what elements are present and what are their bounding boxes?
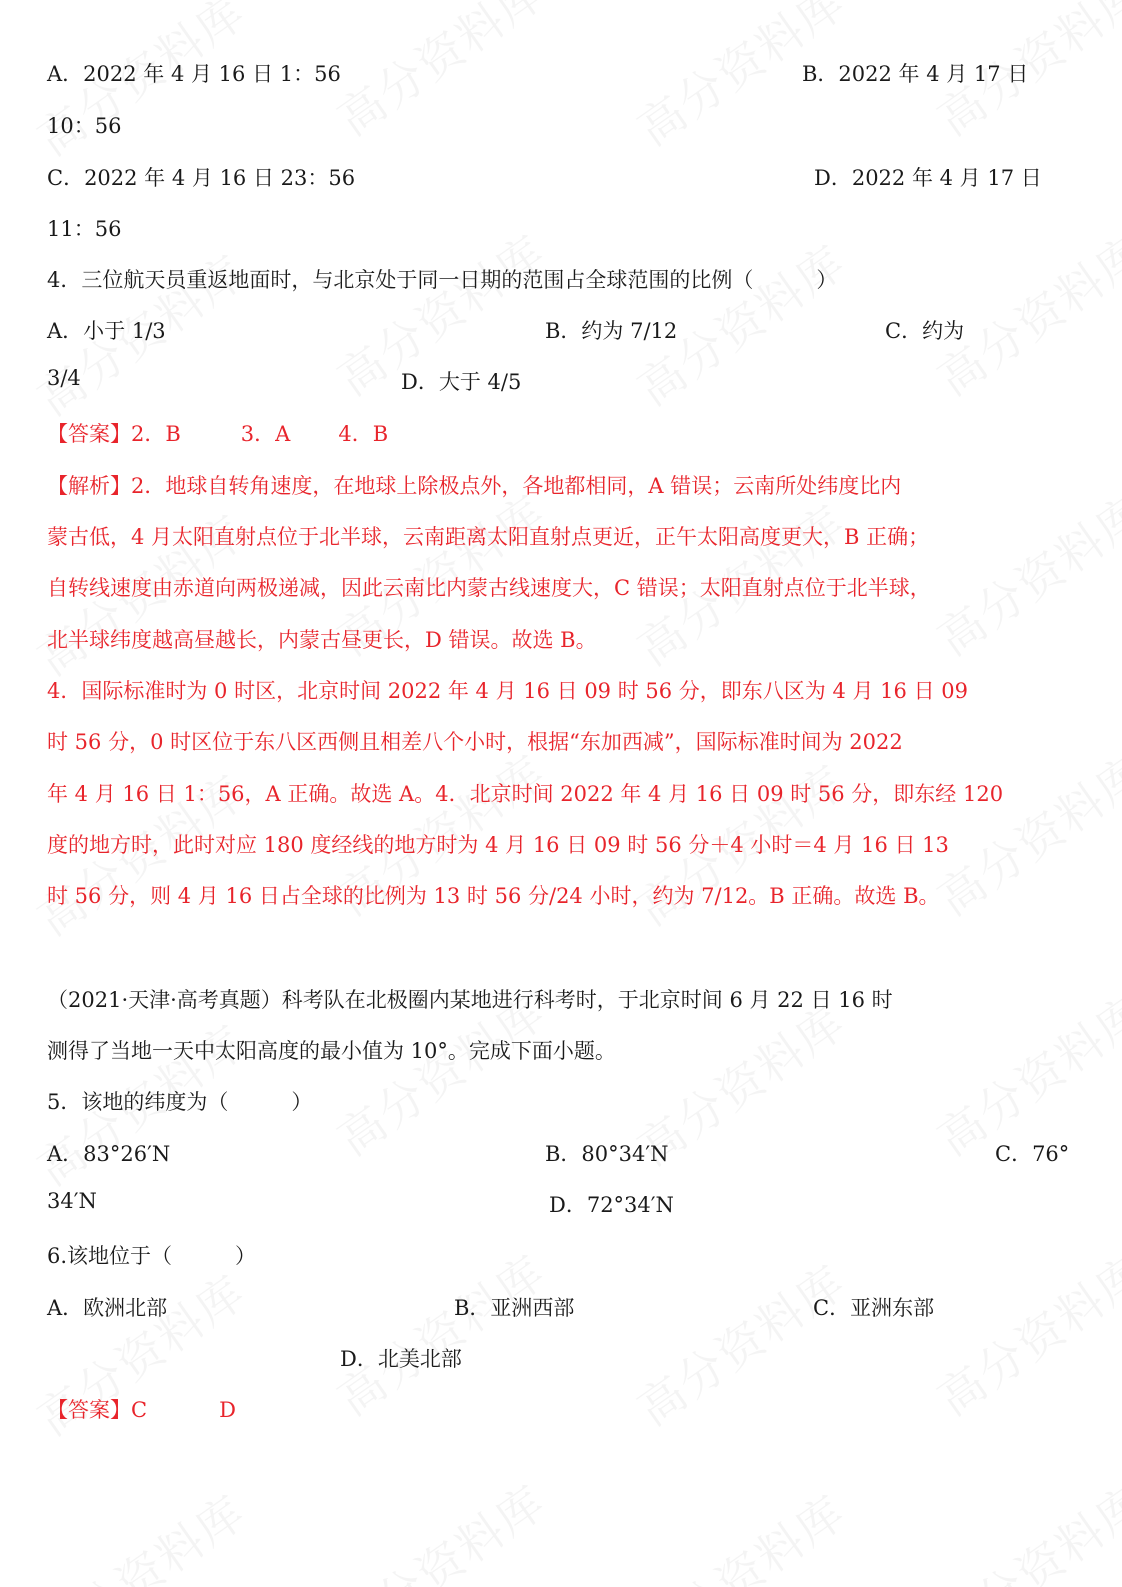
analysis-line: 北半球纬度越高昼越长，内蒙古昼更长，D 错误。故选 B。: [47, 628, 597, 652]
option-c-wrap: 34′N: [47, 1189, 97, 1213]
option-b: B．2022 年 4 月 17 日: [802, 62, 1029, 86]
option-d: D．72°34′N: [549, 1193, 674, 1217]
option-d: D．大于 4/5: [401, 370, 522, 394]
option-b: B．亚洲西部: [454, 1296, 575, 1320]
analysis-line: 蒙古低，4 月太阳直射点位于北半球，云南距离太阳直射点更近，正午太阳高度更大，B 正确；: [47, 525, 930, 549]
analysis-line: 2．地球自转角速度，在地球上除极点外，各地都相同，A 错误；云南所处纬度比内: [131, 474, 902, 498]
answer-item: D: [219, 1398, 236, 1422]
analysis-tag: 【解析】: [47, 474, 131, 498]
watermark: [23, 1477, 257, 1587]
watermark: [923, 217, 1122, 409]
option-a: A．83°26′N: [47, 1142, 171, 1166]
analysis-line: 时 56 分，0 时区位于东八区西侧且相差八个小时，根据“东加西减”，国际标准时间为 2022: [47, 730, 903, 754]
option-c-wrap: 3/4: [47, 366, 81, 390]
watermark: [623, 1477, 857, 1587]
analysis-line: 时 56 分，则 4 月 16 日占全球的比例为 13 时 56 分/24 小时，约为 7/12。B 正确。故选 B。: [47, 884, 940, 908]
watermark: [923, 477, 1122, 669]
watermark: [923, 1237, 1122, 1429]
analysis-line: 度的地方时，此时对应 180 度经线的地方时为 4 月 16 日 09 时 56 分＋4 小时＝4 月 16 日 13: [47, 833, 949, 857]
option-c: C．亚洲东部: [813, 1296, 935, 1320]
option-c: C．76°: [995, 1142, 1070, 1166]
analysis-line: 自转线速度由赤道向两极递减，因此云南比内蒙古线速度大，C 错误；太阳直射点位于北半球，: [47, 576, 931, 600]
answer-item: 4．B: [338, 422, 389, 446]
question-stem: 5．该地的纬度为（ ）: [47, 1090, 313, 1114]
option-b-wrap: 10：56: [47, 114, 122, 138]
question-stem: 6.该地位于（ ）: [47, 1244, 257, 1268]
option-b: B．80°34′N: [545, 1142, 669, 1166]
option-d: D．2022 年 4 月 17 日: [814, 166, 1042, 190]
analysis-line: 年 4 月 16 日 1：56，A 正确。故选 A。4．北京时间 2022 年 4 月 16 日 09 时 56 分，即东经 120: [47, 782, 1004, 806]
watermark: [623, 1247, 857, 1439]
answer-tag: 【答案】: [47, 1398, 131, 1422]
watermark: [923, 737, 1122, 929]
option-a: A．欧洲北部: [47, 1296, 168, 1320]
option-d: D．北美北部: [340, 1347, 462, 1371]
option-a: A．小于 1/3: [47, 319, 166, 343]
watermark: [323, 1237, 557, 1429]
passage-line: 测得了当地一天中太阳高度的最小值为 10°。完成下面小题。: [47, 1039, 616, 1063]
watermark: [923, 1467, 1122, 1587]
passage-line: （2021·天津·高考真题）科考队在北极圈内某地进行科考时，于北京时间 6 月 22 日 16 时: [47, 988, 893, 1012]
option-d-wrap: 11：56: [47, 217, 122, 241]
answer-item: C: [131, 1398, 148, 1422]
option-c: C．约为: [885, 319, 965, 343]
answer-item: 3．A: [240, 422, 291, 446]
answer-tag: 【答案】: [47, 422, 131, 446]
answer-block: [47, 1394, 236, 1424]
watermark: [323, 1467, 557, 1587]
option-b: B．约为 7/12: [545, 319, 678, 343]
answer-block: [47, 418, 388, 448]
question-stem: 4．三位航天员重返地面时，与北京处于同一日期的范围占全球范围的比例（ ）: [47, 268, 838, 292]
analysis-line: 4．国际标准时为 0 时区，北京时间 2022 年 4 月 16 日 09 时 56 分，即东八区为 4 月 16 日 09: [47, 679, 968, 703]
option-c: C．2022 年 4 月 16 日 23：56: [47, 166, 356, 190]
option-a: A．2022 年 4 月 16 日 1：56: [47, 62, 341, 86]
answer-item: 2．B: [131, 422, 181, 446]
watermark: [323, 0, 557, 149]
